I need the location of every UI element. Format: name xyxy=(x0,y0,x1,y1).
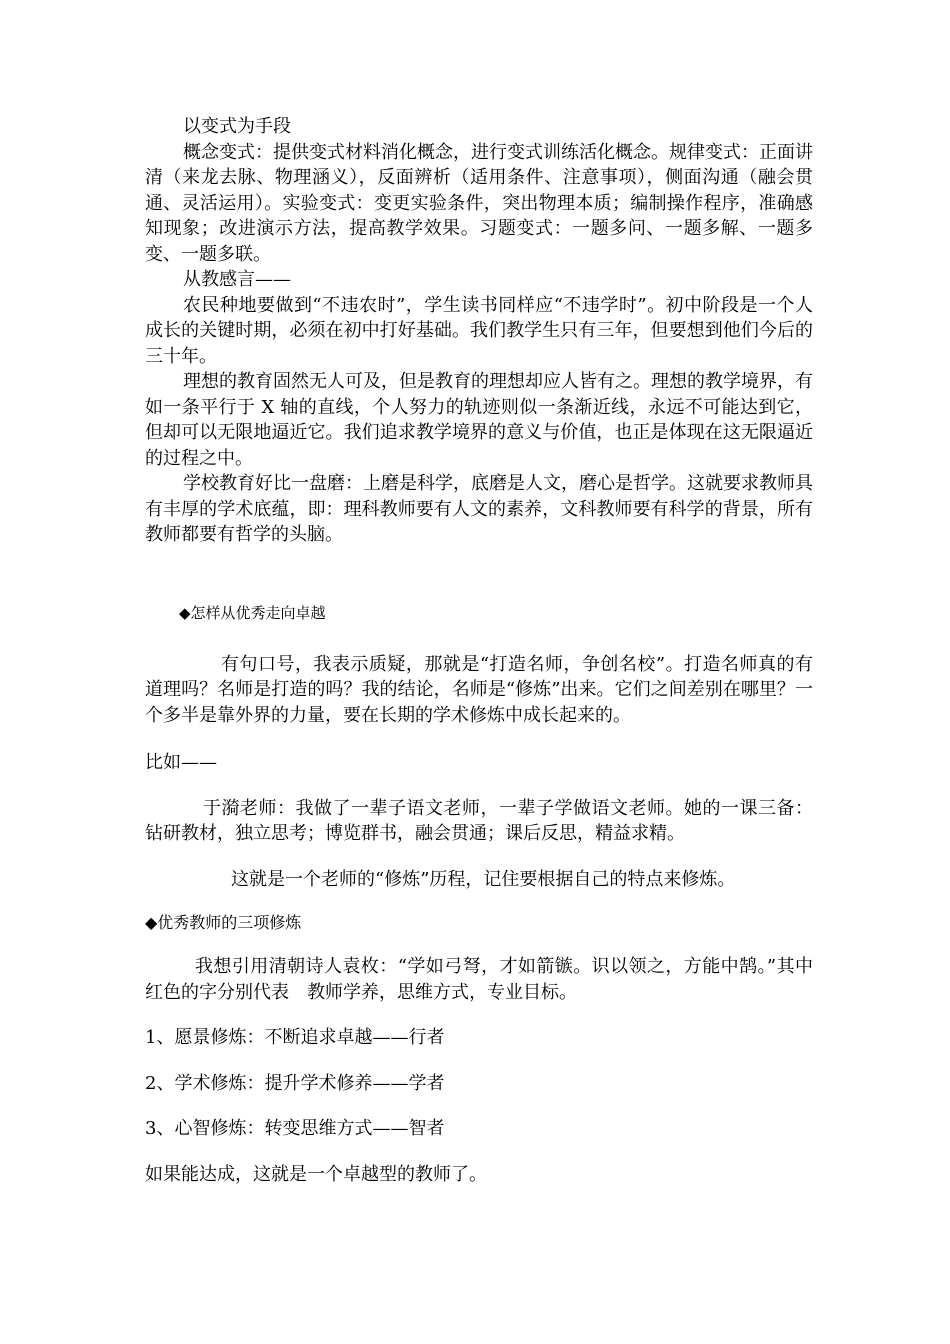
document-page xyxy=(145,114,813,1187)
farming-analogy-paragraph: 农民种地要做到“不违农时”，学生读书同样应“不违学时”。初中阶段是一个人成长的关键时期，必须在初中打好基础。我们教学生只有三年，但要想到他们今后的三十年。 xyxy=(145,294,813,367)
conclusion-paragraph: 如果能达成，这就是一个卓越型的教师了。 xyxy=(145,1163,487,1185)
list-item: 3、心智修炼：转变思维方式——智者 xyxy=(145,1118,445,1139)
concept-variation-paragraph: 概念变式：提供变式材料消化概念，进行变式训练活化概念。规律变式：正面讲清（来龙去脉、物理涵义），反面辨析（适用条件、注意事项），侧面沟通（融会贯通、灵活运用）。实验变式：变更实验条件，突出物理本质；编制操作程序，准确感知现象；改进演示方法，提高教学效果。习题变式：一题多问、一题多解、一题多变、一题多联。 xyxy=(145,141,813,265)
yuan-mei-quote-paragraph: 我想引用清朝诗人袁枚：“学如弓弩，才如箭镞。识以领之，方能中鹄。”其中红色的字分别代表 教师学养，思维方式，专业目标。 xyxy=(145,956,813,1003)
teaching-reflection-subtitle: 从教感言—— xyxy=(183,269,291,290)
yu-yi-paragraph: 于漪老师：我做了一辈子语文老师，一辈子学做语文老师。她的一课三备：钻研教材，独立思考；博览群书，融会贯通；课后反思，精益求精。 xyxy=(145,797,813,844)
three-cultivations-heading: ◆优秀教师的三项修炼 xyxy=(145,913,302,932)
list-item: 2、学术修炼：提升学术修养——学者 xyxy=(145,1072,445,1094)
millstone-analogy-paragraph: 学校教育好比一盘磨：上磨是科学，底磨是人文，磨心是哲学。这就要求教师具有丰厚的学术底蕴，即：理科教师要有人文的素养，文科教师要有科学的背景，所有教师都要有哲学的头脑。 xyxy=(145,473,813,545)
list-item: 1、愿景修炼：不断追求卓越——行者 xyxy=(145,1027,445,1048)
excellence-heading: ◆怎样从优秀走向卓越 xyxy=(179,603,326,622)
ideal-education-paragraph: 理想的教育固然无人可及，但是教育的理想却应人皆有之。理想的教学境界，有如一条平行于 X 轴的直线，个人努力的轨迹则似一条渐近线，永远不可能达到它，但却可以无限地逼近它。我们追求教学境界的意义与价值，也正是体现在这无限逼近的过程之中。 xyxy=(145,371,813,469)
section-title: 以变式为手段 xyxy=(183,116,291,137)
for-example-label: 比如—— xyxy=(145,752,217,773)
slogan-paragraph: 有句口号，我表示质疑，那就是“打造名师，争创名校”。打造名师真的有道理吗？名师是打造的吗？我的结论，名师是“修炼”出来。它们之间差别在哪里？一个多半是靠外界的力量，要在长期的学术修炼中成长起来的。 xyxy=(145,653,813,726)
cultivation-summary: 这就是一个老师的“修炼”历程，记住要根据自己的特点来修炼。 xyxy=(231,868,736,890)
